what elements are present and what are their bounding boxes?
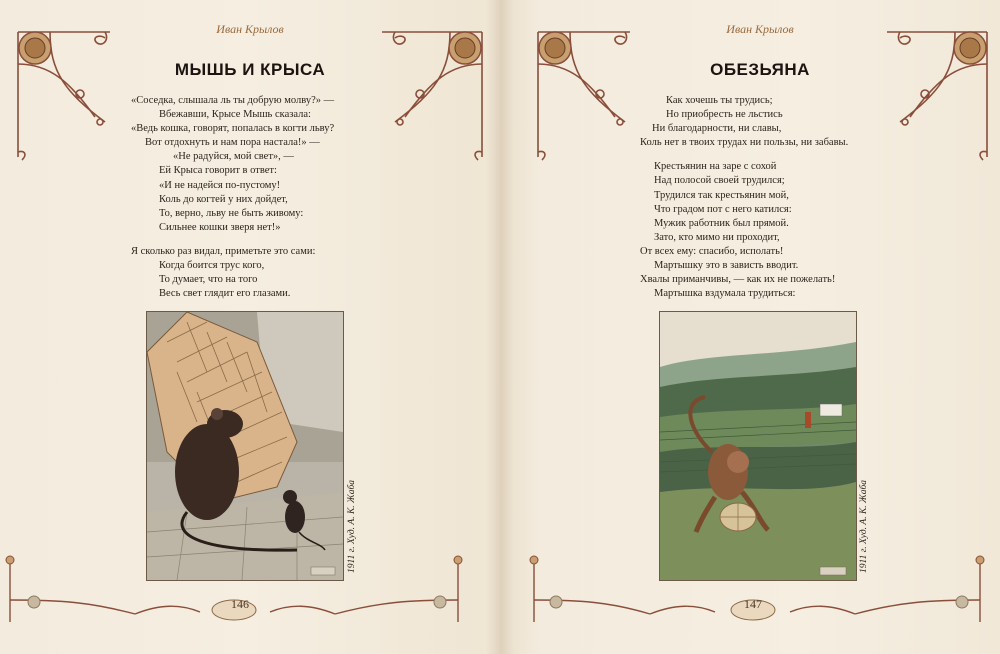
verse-line: Я сколько раз видал, приметьте это сами: — [131, 245, 316, 257]
verse-line: Трудился так крестьянин мой, — [654, 189, 789, 201]
verse-line: Мужик работник был прямой. — [654, 217, 789, 229]
poem-verse — [0, 94, 500, 311]
verse-line: От всех ему: спасибо, исполать! — [640, 245, 784, 257]
verse-line: То, верно, льву не быть живому: — [159, 207, 304, 219]
verse-line: Над полосой своей трудился; — [654, 175, 785, 187]
verse-line: Ни благодарности, ни славы, — [652, 123, 782, 135]
poem-verse — [500, 94, 1000, 311]
illustration-drawing — [660, 312, 856, 580]
running-header: Иван Крылов — [216, 22, 284, 36]
verse-line: Когда боится трус кого, — [159, 260, 265, 272]
bottom-ornament — [0, 552, 500, 632]
verse-line: Весь свет глядит его глазами. — [159, 288, 291, 300]
right-page — [500, 0, 1000, 654]
verse-line: «И не надейся по-пустому! — [159, 179, 281, 191]
bottom-ornament — [510, 552, 1000, 632]
stanza — [500, 94, 1000, 150]
stanza — [0, 245, 500, 301]
page-number: 146 — [231, 597, 249, 611]
verse-line: Хвалы приманчивы, — как их не пожелать! — [640, 274, 836, 286]
verse-line: Мартышку это в зависть вводит. — [654, 260, 799, 272]
verse-line: Коль до когтей у них дойдет, — [159, 193, 288, 205]
verse-line: Крестьянин на заре с сохой — [654, 161, 777, 173]
verse-line: «Не радуйся, мой свет», — — [173, 151, 294, 163]
verse-line: Коль нет в твоих трудах ни пользы, ни забавы. — [640, 137, 849, 149]
poem-title: ОБЕЗЬЯНА — [710, 60, 810, 79]
verse-line: Вбежавши, Крысе Мышь сказала: — [159, 109, 311, 121]
verse-line: «Ведь кошка, говорят, попалась в когти льву? — [131, 123, 335, 135]
illustration-drawing — [147, 312, 343, 580]
verse-line: То думает, что на того — [159, 274, 258, 286]
illustration-credit: 1911 г. Худ. А. К. Жаба — [859, 480, 869, 573]
verse-line: «Соседка, слышала ль ты добрую молву?» — — [131, 95, 335, 106]
verse-line: Вот отдохнуть и нам пора настала!» — — [145, 137, 320, 149]
verse-line: Зато, кто мимо ни проходит, — [654, 231, 780, 243]
page-number: 147 — [744, 597, 762, 611]
verse-line: Как хочешь ты трудись; — [666, 95, 773, 106]
verse-line: Но приобресть не льстись — [666, 109, 783, 121]
stanza — [0, 94, 500, 235]
poem-title: МЫШЬ И КРЫСА — [174, 60, 326, 79]
verse-line: Ей Крыса говорит в ответ: — [159, 165, 277, 177]
running-header: Иван Крылов — [726, 22, 794, 36]
stanza — [500, 160, 1000, 301]
illustration-mouse-and-rat — [146, 311, 344, 581]
verse-line: Что градом пот с него катился: — [654, 203, 792, 215]
illustration-credit: 1911 г. Худ. А. К. Жаба — [347, 480, 357, 573]
verse-line: Сильнее кошки зверя нет!» — [159, 221, 281, 233]
verse-line: Мартышка вздумала трудиться: — [654, 288, 796, 300]
illustration-monkey — [659, 311, 857, 581]
